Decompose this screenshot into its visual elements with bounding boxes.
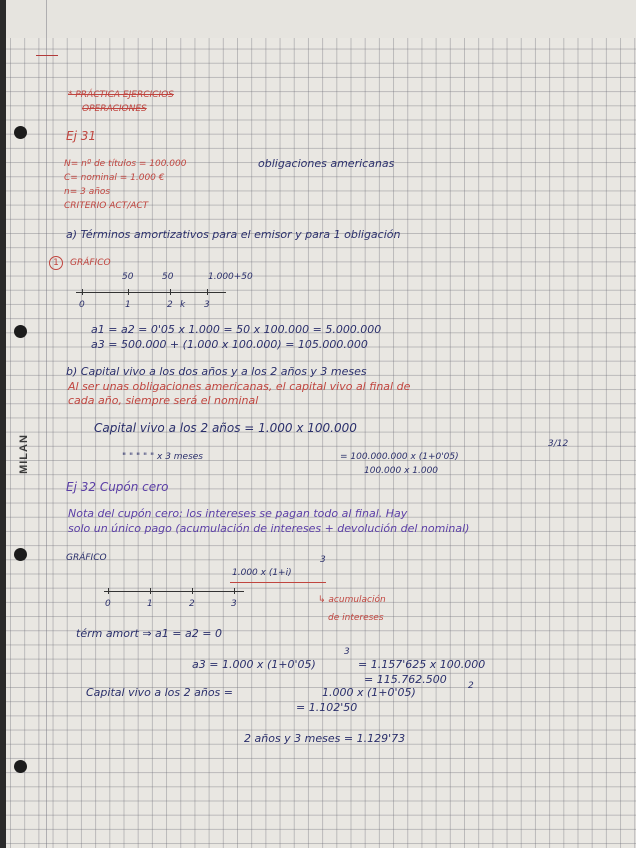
timeline2-tick-label: 2 <box>189 599 195 609</box>
timeline2-tick-label: 1 <box>147 599 153 609</box>
timeline-tick <box>150 588 151 594</box>
timeline2-tick-label: 3 <box>231 599 237 609</box>
final-result: 2 años y 3 meses = 1.129'73 <box>244 732 406 745</box>
timeline-label: 1.000+50 <box>208 272 253 282</box>
timeline2-top-label: 1.000 x (1+i) <box>232 568 292 578</box>
timeline-line <box>76 292 226 293</box>
timeline-tick <box>108 588 109 594</box>
notebook-page <box>6 0 636 848</box>
timeline2-line <box>104 591 244 592</box>
capital-vivo-2-years: Capital vivo a los 2 años = 1.000 x 100.000 <box>94 421 357 435</box>
timeline-tick <box>234 588 235 594</box>
acumulacion-note-2: de intereses <box>328 613 384 623</box>
binder-hole <box>14 126 27 139</box>
timeline-tick-label: 3 <box>204 300 210 310</box>
timeline-label: 50 <box>162 272 174 282</box>
heading-line1: * PRÁCTICA EJERCICIOS <box>68 90 174 100</box>
equation-a3-value-2: = 115.762.500 <box>364 673 447 686</box>
given-years: n= 3 años <box>64 187 111 197</box>
timeline-tick <box>128 289 129 295</box>
timeline-tick <box>192 588 193 594</box>
capital-vivo-label-32: Capital vivo a los 2 años = <box>86 686 234 699</box>
bond-type: obligaciones americanas <box>258 157 395 170</box>
equation-a3-exponent: 3 <box>344 647 350 657</box>
capital-vivo-value-32: = 1.102'50 <box>296 701 358 714</box>
timeline-tick <box>82 289 83 295</box>
timeline2-top-exponent: 3 <box>320 555 326 565</box>
page-top-strip <box>6 0 636 38</box>
question-a: a) Términos amortizativos para el emisor y para 1 obligación <box>66 228 401 241</box>
exercise-32-label: Ej 32 Cupón cero <box>66 480 169 494</box>
capital-vivo-exponent: 3/12 <box>548 439 569 449</box>
margin-line <box>46 0 47 848</box>
capital-vivo-ditto: " " " " " x 3 meses <box>122 452 203 462</box>
capital-vivo-3-months: = 100.000.000 x (1+0'05) <box>340 452 459 462</box>
binder-hole <box>14 760 27 773</box>
grafico-label-2: GRÁFICO <box>66 553 107 563</box>
timeline-tick <box>170 289 171 295</box>
heading-line2: OPERACIONES <box>82 104 147 114</box>
red-underline <box>230 582 326 583</box>
timeline-tick-label: k <box>180 300 186 310</box>
exercise-31-label: Ej 31 <box>66 129 96 143</box>
brand-label: MILAN <box>17 434 30 474</box>
capital-vivo-expr-32: 1.000 x (1+0'05) <box>322 686 416 699</box>
note-32-line2: solo un único pago (acumulación de intereses + devolución del nominal) <box>68 522 470 535</box>
grafico-number: 1 <box>49 256 63 270</box>
timeline-tick-label: 2 <box>167 300 173 310</box>
binder-hole <box>14 548 27 561</box>
capital-vivo-alt: 100.000 x 1.000 <box>364 466 439 476</box>
timeline2-tick-label: 0 <box>105 599 111 609</box>
equation-a1-a2: a1 = a2 = 0'05 x 1.000 = 50 x 100.000 = 5.000.000 <box>91 323 382 336</box>
note-b-line2: cada año, siempre será el nominal <box>68 394 259 407</box>
note-b-line1: Al ser unas obligaciones americanas, el capital vivo al final de <box>68 380 411 393</box>
equation-a3-ex32: a3 = 1.000 x (1+0'05) <box>192 658 316 671</box>
grafico-label: GRÁFICO <box>70 258 111 268</box>
note-32-line1: Nota del cupón cero: los intereses se pagan todo al final. Hay <box>68 507 408 520</box>
equation-a3-value: = 1.157'625 x 100.000 <box>358 658 486 671</box>
given-nominal: C= nominal = 1.000 € <box>64 173 165 183</box>
term-amort: térm amort ⇒ a1 = a2 = 0 <box>76 627 222 640</box>
timeline-label: 50 <box>122 272 134 282</box>
acumulacion-note: ↳ acumulación <box>318 595 386 605</box>
binder-hole <box>14 325 27 338</box>
timeline-tick <box>207 289 208 295</box>
timeline-tick-label: 1 <box>125 300 131 310</box>
red-margin-mark <box>36 55 58 56</box>
timeline-tick-label: 0 <box>79 300 85 310</box>
question-b: b) Capital vivo a los dos años y a los 2 años y 3 meses <box>66 365 367 378</box>
given-n-titles: N= nº de títulos = 100.000 <box>64 159 187 169</box>
equation-a3: a3 = 500.000 + (1.000 x 100.000) = 105.000.000 <box>91 338 368 351</box>
capital-vivo-exponent-32: 2 <box>468 681 474 691</box>
given-criterio: CRITERIO ACT/ACT <box>64 201 149 211</box>
